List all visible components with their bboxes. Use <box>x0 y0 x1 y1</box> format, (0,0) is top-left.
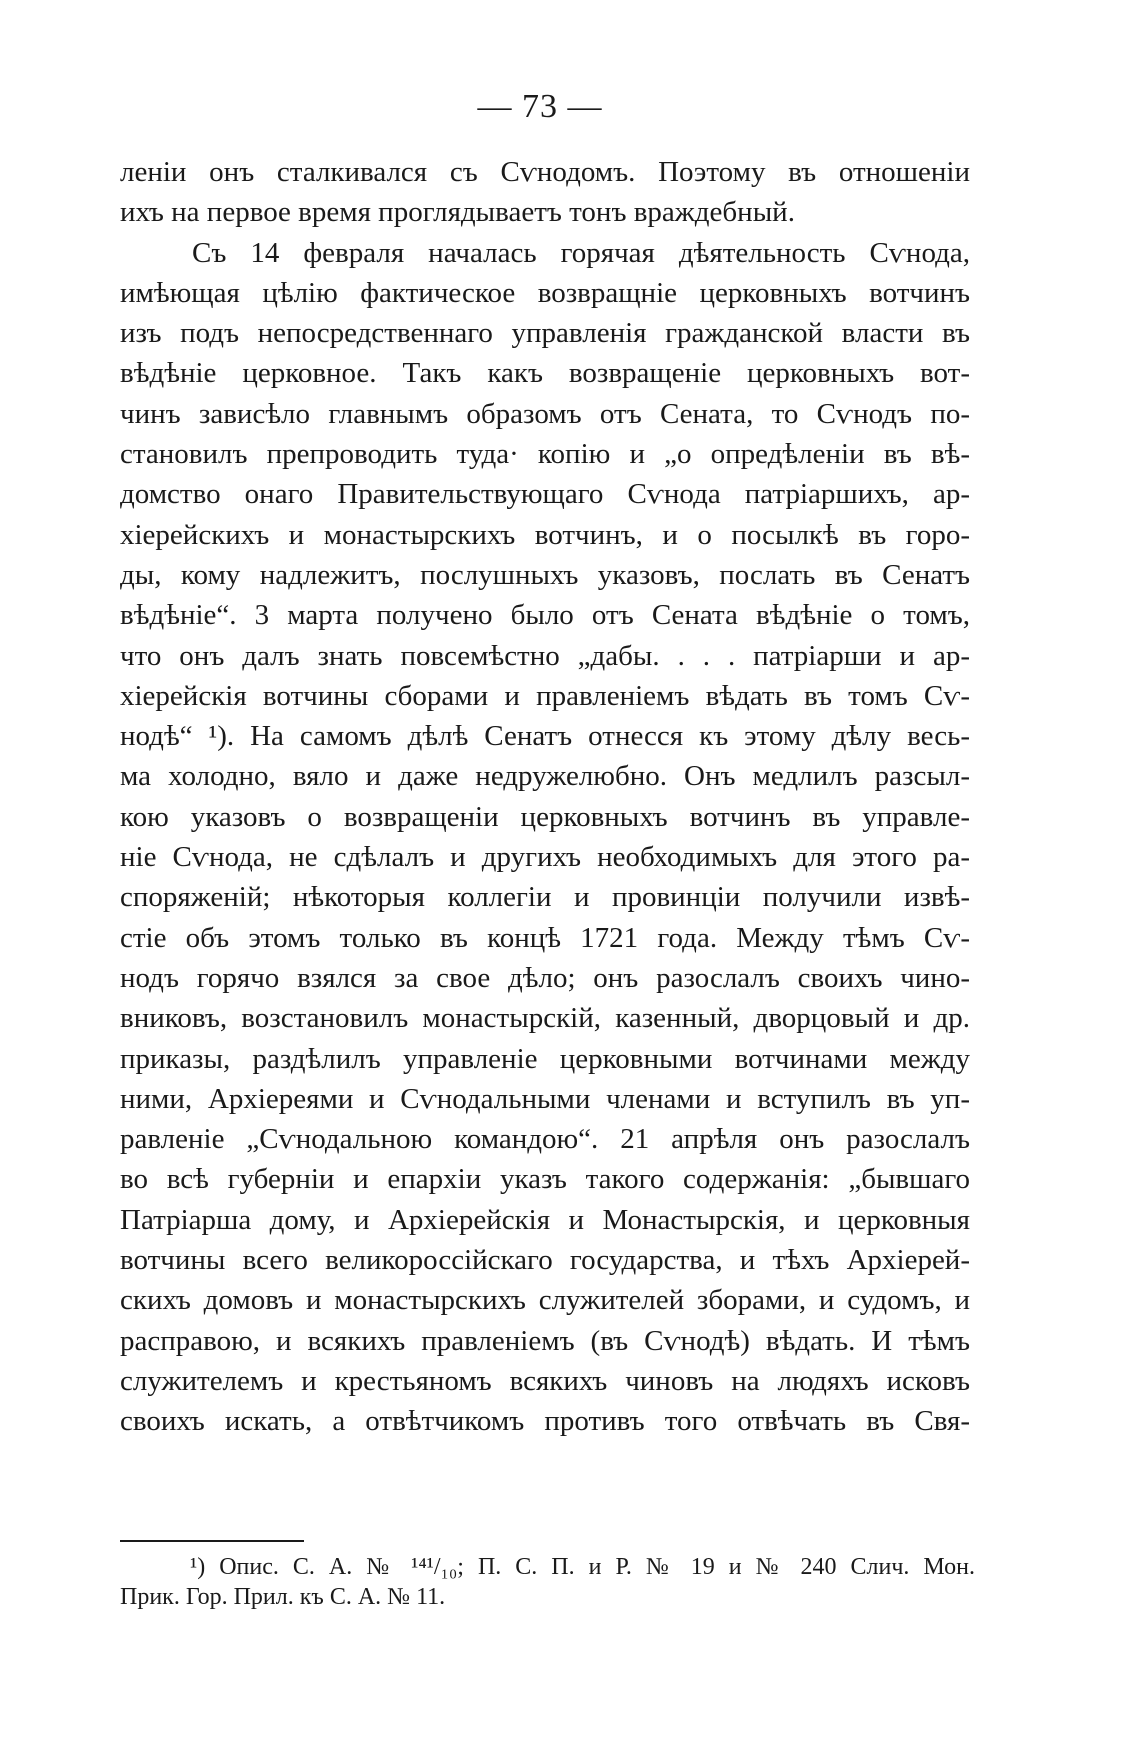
text-line: вѣдѣнiе церковное. Такъ какъ возвращенiе церковныхъ вот- <box>120 357 970 390</box>
text-line: хiерейскихъ и монастырскихъ вотчинъ, и о посылкѣ въ горо- <box>120 518 970 551</box>
text-line: чинъ зависѣло главнымъ образомъ отъ Сената, то Сѵнодъ по- <box>120 397 970 430</box>
text-line: вниковъ, возстановилъ монастырскiй, казенный, дворцовый и др. <box>120 1002 970 1035</box>
text-line: домство онаго Правительствующаго Сѵнода патрiаршихъ, ар- <box>120 478 970 511</box>
text-line: приказы, раздѣлилъ управленiе церковными вотчинами между <box>120 1042 970 1075</box>
text-line: Съ 14 февраля началась горячая дѣятельность Сѵнода, <box>192 236 970 269</box>
text-line: имѣющая цѣлiю фактическое возвращнiе церковныхъ вотчинъ <box>120 276 970 309</box>
footnote-divider <box>120 1540 304 1542</box>
footnote-line: ¹) Опис. С. А. № ¹⁴¹/₁₀; П. С. П. и Р. № 19 и № 240 Слич. Мон. <box>190 1554 975 1580</box>
text-line: нодъ горячо взялся за свое дѣло; онъ разослалъ своихъ чино- <box>120 961 970 994</box>
text-line: становилъ препроводить туда· копiю и „о опредѣленiи въ вѣ- <box>120 438 970 471</box>
text-line: скихъ домовъ и монастырскихъ служителей зборами, и судомъ, и <box>120 1284 970 1317</box>
page-number: — 73 — <box>477 88 603 125</box>
text-line: нодѣ“ ¹). На самомъ дѣлѣ Сенатъ отнесся къ этому дѣлу весь- <box>120 720 970 753</box>
text-line: ма холодно, вяло и даже недружелюбно. Онъ медлилъ разсыл- <box>120 760 970 793</box>
text-line: Патрiарша дому, и Архiерейскiя и Монастырскiя, и церковныя <box>120 1203 970 1236</box>
footnote <box>120 1552 975 1612</box>
text-line: хiерейскiя вотчины сборами и правленiемъ вѣдать въ томъ Сѵ- <box>120 679 970 712</box>
text-line: вѣдѣнiе“. 3 марта получено было отъ Сената вѣдѣнiе о томъ, <box>120 599 970 632</box>
text-line: расправою, и всякихъ правленiемъ (въ Сѵнодѣ) вѣдать. И тѣмъ <box>120 1324 970 1357</box>
text-line: что онъ далъ знать повсемѣстно „дабы. . . . патрiарши и ар- <box>120 639 970 672</box>
body-text <box>120 152 970 1442</box>
footnote-line: Прик. Гор. Прил. къ С. А. № 11. <box>120 1584 446 1610</box>
text-line: изъ подъ непосредственнаго управленiя гражданской власти въ <box>120 317 970 350</box>
text-line: кою указовъ о возвращенiи церковныхъ вотчинъ въ управле- <box>120 800 970 833</box>
text-line: своихъ искать, а отвѣтчикомъ противъ того отвѣчать въ Свя- <box>120 1405 970 1438</box>
text-line: равленiе „Сѵнодальною командою“. 21 апрѣля онъ разослалъ <box>120 1123 970 1156</box>
text-line: ними, Архiереями и Сѵнодальными членами и вступилъ въ уп- <box>120 1082 970 1115</box>
text-line: стiе объ этомъ только въ концѣ 1721 года. Между тѣмъ Сѵ- <box>120 921 970 954</box>
text-line: вотчины всего великороссiйскаго государства, и тѣхъ Архiерей- <box>120 1244 970 1277</box>
text-line: ленiи онъ сталкивался съ Сѵнодомъ. Поэтому въ отношенiи <box>120 156 970 188</box>
text-line: нiе Сѵнода, не сдѣлалъ и другихъ необходимыхъ для этого ра- <box>120 841 970 874</box>
text-line: во всѣ губернiи и епархiи указъ такого содержанiя: „бывшаго <box>120 1163 970 1196</box>
text-line: служителемъ и крестьяномъ всякихъ чиновъ на людяхъ исковъ <box>120 1364 970 1397</box>
text-line: ды, кому надлежитъ, послушныхъ указовъ, послать въ Сенатъ <box>120 558 970 591</box>
text-line: ихъ на первое время проглядываетъ тонъ враждебный. <box>120 196 795 229</box>
text-line: споряженiй; нѣкоторыя коллегiи и провинцiи получили извѣ- <box>120 881 970 914</box>
